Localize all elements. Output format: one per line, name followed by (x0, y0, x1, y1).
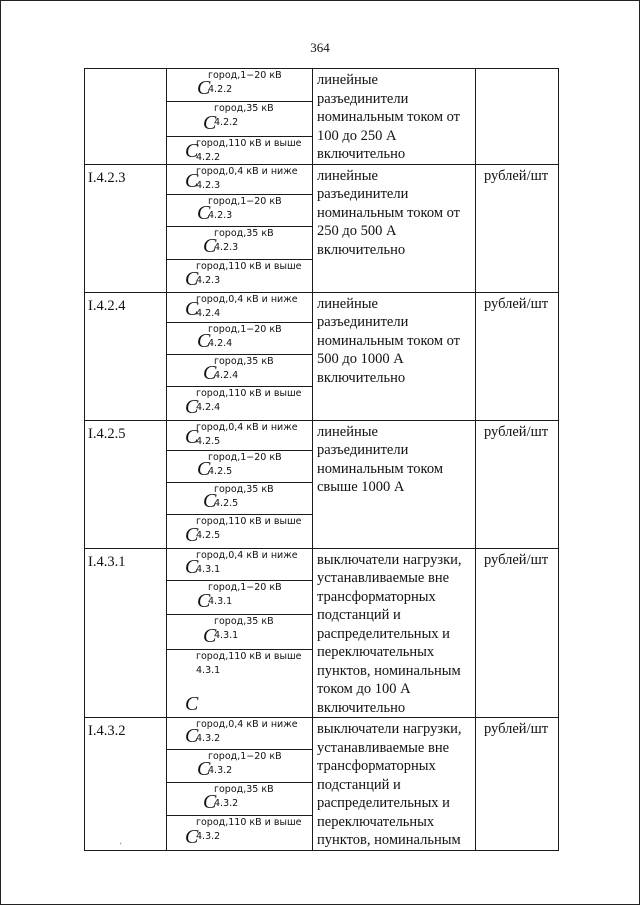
formula-subscript: 4.3.2 (196, 733, 221, 744)
formula-subscript: 4.3.1 (214, 630, 239, 642)
formula-superscript: город,35 кВ (214, 783, 274, 795)
formula-superscript: город,110 кВ и выше (196, 260, 302, 272)
formula-subscript: 4.2.4 (208, 337, 233, 349)
formula-superscript: город,1−20 кВ (208, 750, 282, 762)
formula-superscript: город,110 кВ и выше (196, 650, 302, 662)
table-body (85, 69, 559, 851)
formula-symbol: C (185, 825, 199, 848)
row-description: выключатели нагрузки, устанавливаемые вне трансформаторных подстанций и распределительных и переключательных пунктов, номинальным (313, 718, 476, 851)
formula-superscript: город,35 кВ (214, 103, 274, 115)
formula-cell (167, 749, 313, 782)
formula-subscript: 4.2.5 (196, 529, 221, 541)
row-unit: рублей/шт (476, 718, 559, 851)
formula-superscript: город,110 кВ и выше (196, 515, 302, 527)
formula-subscript: 4.2.5 (196, 435, 221, 447)
table-row (85, 718, 559, 750)
row-code: I.4.3.1 (85, 548, 167, 718)
formula-subscript: 4.3.2 (196, 830, 221, 842)
page-number: 364 (310, 40, 330, 55)
formula-cell (167, 815, 313, 850)
formula-cell (167, 136, 313, 164)
formula-superscript: город,35 кВ (214, 483, 274, 495)
row-unit: рублей/шт (476, 548, 559, 718)
formula-cell (167, 69, 313, 102)
formula-superscript: город,1−20 кВ (208, 451, 282, 463)
formula-subscript: 4.2.5 (214, 497, 239, 509)
formula-superscript: город,0,4 кВ и ниже (196, 421, 298, 433)
formula-symbol: C (197, 590, 211, 613)
formula-subscript: 4.3.1 (208, 595, 233, 607)
formula-symbol: C (203, 790, 217, 813)
formula-superscript: город,35 кВ (214, 355, 274, 367)
row-unit: рублей/шт (476, 292, 559, 420)
formula-symbol: C (185, 425, 199, 448)
formula-subscript: 4.2.2 (196, 151, 221, 163)
formula-superscript: город,110 кВ и выше (196, 387, 302, 399)
row-description: линейные разъединители номинальным током от 250 до 500 А включительно (313, 164, 476, 292)
formula-symbol: C (197, 329, 211, 352)
formula-cell (167, 649, 313, 717)
formula-cell (167, 226, 313, 259)
formula-cell (167, 580, 313, 615)
formula-cell (167, 718, 313, 750)
table-row (85, 164, 559, 194)
formula-symbol: C (203, 489, 217, 512)
table-row (85, 548, 559, 580)
formula-subscript: 4.2.4 (196, 401, 221, 413)
row-code: I.4.2.4 (85, 292, 167, 420)
formula-subscript: 4.3.1 (196, 563, 221, 575)
formula-subscript: 4.2.3 (208, 209, 233, 221)
formula-symbol: C (197, 457, 211, 480)
formula-cell (167, 450, 313, 482)
formula-superscript: город,110 кВ и выше (196, 816, 302, 828)
formula-symbol: C (185, 297, 199, 320)
formula-cell (167, 420, 313, 450)
row-unit (476, 69, 559, 165)
formula-subscript: 4.2.3 (196, 274, 221, 286)
formula-cell (167, 194, 313, 226)
formula-cell (167, 386, 313, 420)
formula-subscript: 4.2.3 (214, 241, 239, 253)
formula-subscript: 4.3.1 (196, 664, 221, 676)
formula-symbol: C (185, 523, 199, 546)
formula-symbol: C (185, 395, 199, 418)
formula-superscript: город,1−20 кВ (208, 581, 282, 593)
formula-superscript: город,0,4 кВ и ниже (196, 719, 298, 730)
margin-mark: ʿ (119, 842, 123, 853)
formula-superscript: город,0,4 кВ и ниже (196, 549, 298, 561)
formula-cell (167, 482, 313, 514)
formula-cell (167, 259, 313, 292)
table-row (85, 420, 559, 450)
formula-subscript: 4.2.4 (196, 307, 221, 319)
formula-superscript: город,1−20 кВ (208, 323, 282, 335)
formula-superscript: город,110 кВ и выше (196, 137, 302, 149)
tariff-table (84, 68, 559, 851)
formula-symbol: C (203, 234, 217, 257)
row-code: I.4.2.5 (85, 420, 167, 548)
formula-superscript: город,35 кВ (214, 616, 274, 628)
row-description: линейные разъединители номинальным током от 500 до 1000 А включительно (313, 292, 476, 420)
row-description: линейные разъединители номинальным током от 100 до 250 А включительно (313, 69, 476, 165)
formula-subscript: 4.2.3 (196, 179, 221, 191)
formula-cell (167, 615, 313, 650)
formula-symbol: C (185, 555, 199, 578)
formula-symbol: C (203, 624, 217, 647)
formula-symbol: C (185, 169, 199, 192)
table-row (85, 69, 559, 102)
formula-cell (167, 102, 313, 136)
formula-symbol: C (197, 757, 211, 780)
formula-subscript: 4.2.5 (208, 465, 233, 477)
row-code: I.4.2.3 (85, 164, 167, 292)
formula-symbol: C (197, 77, 211, 100)
formula-superscript: город,0,4 кВ и ниже (196, 165, 298, 177)
row-unit: рублей/шт (476, 420, 559, 548)
formula-symbol: C (203, 111, 217, 134)
formula-cell (167, 164, 313, 194)
formula-symbol: C (185, 267, 199, 290)
formula-cell (167, 514, 313, 548)
formula-symbol: C (185, 724, 199, 747)
formula-superscript: город,35 кВ (214, 227, 274, 239)
formula-cell (167, 354, 313, 386)
formula-subscript: 4.2.4 (214, 369, 239, 381)
row-code (85, 69, 167, 165)
formula-superscript: город,1−20 кВ (208, 195, 282, 207)
formula-subscript: 4.3.2 (214, 797, 239, 809)
formula-superscript: город,0,4 кВ и ниже (196, 293, 298, 305)
formula-symbol: C (185, 139, 199, 162)
formula-subscript: 4.2.2 (214, 117, 239, 129)
formula-subscript: 4.3.2 (208, 764, 233, 776)
row-description: выключатели нагрузки, устанавливаемые вне трансформаторных подстанций и распределительных и переключательных пунктов, номинальным током до 100 А включительно (313, 548, 476, 718)
formula-cell (167, 292, 313, 322)
row-code: I.4.3.2 (85, 718, 167, 851)
formula-superscript: город,1−20 кВ (208, 70, 282, 81)
formula-cell (167, 322, 313, 354)
formula-symbol: C (197, 201, 211, 224)
formula-cell (167, 782, 313, 815)
formula-cell (167, 548, 313, 580)
formula-symbol: C (203, 361, 217, 384)
formula-subscript: 4.2.2 (208, 84, 233, 95)
table-row (85, 292, 559, 322)
row-unit: рублей/шт (476, 164, 559, 292)
row-description: линейные разъединители номинальным током свыше 1000 А (313, 420, 476, 548)
formula-symbol: C (185, 693, 199, 715)
